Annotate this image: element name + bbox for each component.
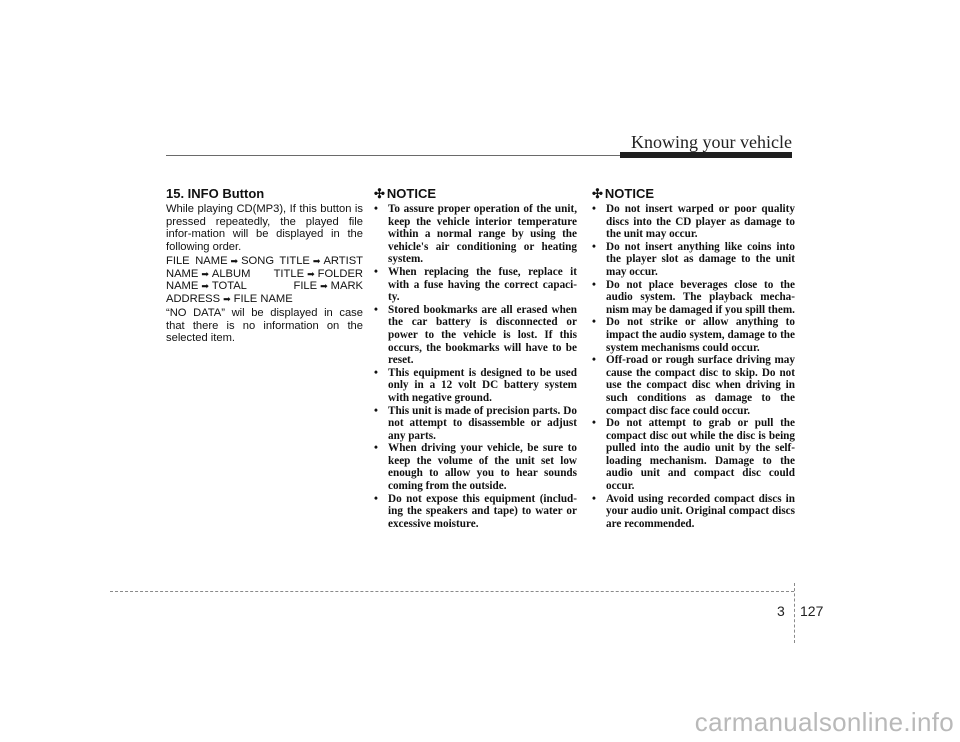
list-item-text: Stored bookmarks are all erased when the car battery is disconnected or power to the vehicle is lost. If this occurs, the bookmarks will have to be reset. (388, 303, 577, 367)
section-title: 15. INFO Button (166, 186, 265, 201)
list-item: • Avoid using recorded compact discs in your audio unit. Original compact discs are recommended. (592, 492, 795, 530)
list-item: • Stored bookmarks are all erased when the car battery is disconnected or power to the vehicle is lost. If this occurs, the bookmarks will have to be reset. (374, 303, 577, 367)
watermark: carmanualsonline.info (694, 707, 954, 737)
section-intro: While playing CD(MP3), If this button is pressed repeatedly, the played file infor-mation will be displayed in the following order. (166, 203, 363, 253)
info-button-column (166, 186, 363, 347)
list-item-text: Off-road or rough surface driving may cause the compact disc to skip. Do not use the compact disc when driving in such conditions as damage to the compact disc face could occur. (606, 354, 795, 417)
flow-item: FILE NAME (166, 255, 228, 267)
list-item: • To assure proper operation of the unit, keep the vehicle interior temperature within a normal range by using the vehicle's air conditioning or heating system. (374, 203, 577, 266)
list-item: • When replacing the fuse, replace it with a fuse having the correct capaci-ty. (374, 265, 577, 304)
arrow-right-icon: ➡ (230, 256, 239, 266)
list-item: • Do not attempt to grab or pull the compact disc out while the disc is being pulled into the audio unit by the self-loading mechanism. Damage to the audio unit and compact disc could occur. (592, 417, 795, 493)
info-flow (166, 255, 363, 305)
page-number: 127 (800, 603, 824, 619)
chapter-number: 3 (777, 603, 785, 619)
header-bar (620, 152, 792, 158)
list-item-text: Avoid using recorded compact discs in your audio unit. Original compact discs are recommended. (606, 492, 795, 530)
list-item-text: Do not strike or allow anything to impact the audio system, damage to the system mechanisms could occur. (606, 316, 795, 354)
flow-item: ARTIST NAME (166, 255, 364, 280)
list-item-text: When driving your vehicle, be sure to keep the volume of the unit set low enough to allow you to hear sounds coming from the outside. (388, 442, 577, 493)
notice-list (374, 203, 577, 530)
list-item: • Do not expose this equipment (includ-ing the speakers and tape) to water or excessive moisture. (374, 492, 577, 530)
list-item-text: When replacing the fuse, replace it with a fuse having the correct capaci-ty. (388, 265, 577, 304)
notice-column-1 (374, 186, 577, 530)
list-item: • Do not strike or allow anything to impact the audio system, damage to the system mechanisms could occur. (592, 316, 795, 354)
arrow-right-icon: ➡ (201, 268, 209, 279)
arrow-right-icon: ➡ (307, 268, 315, 279)
notice-cross-icon: ✣ (374, 186, 385, 201)
list-item-text: Do not place beverages close to the audio system. The playback mecha-nism may be damaged if you spill them. (606, 278, 795, 316)
notice-title (592, 186, 795, 201)
list-item-text: To assure proper operation of the unit, keep the vehicle interior temperature within a normal range by using the vehicle's air conditioning or heating system. (388, 203, 577, 266)
notice-list (592, 203, 795, 530)
notice-title-text: NOTICE (386, 186, 437, 201)
list-item-text: Do not attempt to grab or pull the compact disc out while the disc is being pulled into the audio unit by the self-loading mechanism. Damage to the audio unit and compact disc could occur. (606, 417, 795, 493)
footer-rule (110, 591, 794, 592)
list-item-text: Do not expose this equipment (includ-ing the speakers and tape) to water or excessive moisture. (388, 492, 577, 530)
footer-divider (794, 583, 795, 643)
list-item: • Off-road or rough surface driving may cause the compact disc to skip. Do not use the compact disc when driving in such conditions as damage to the compact disc face could occur. (592, 354, 795, 417)
flow-item: FOLDER NAME (166, 267, 363, 292)
flow-item: FILE NAME (233, 292, 293, 305)
flow-item: SONG TITLE (241, 255, 310, 267)
list-item-text: Do not insert anything like coins into the player slot as damage to the unit may occur. (606, 240, 795, 278)
list-item-text: This equipment is designed to be used only in a 12 volt DC battery system with negative ground. (388, 366, 577, 404)
arrow-right-icon: ➡ (223, 293, 231, 304)
notice-title-text: NOTICE (604, 186, 655, 201)
list-item: • Do not insert warped or poor quality discs into the CD player as damage to the unit may occur. (592, 203, 795, 241)
arrow-right-icon: ➡ (320, 281, 328, 291)
flow-item: ALBUM TITLE (211, 267, 305, 280)
list-item-text: Do not insert warped or poor quality discs into the CD player as damage to the unit may occur. (606, 203, 795, 241)
header-title: Knowing your vehicle (631, 132, 792, 152)
flow-item: TOTAL FILE (211, 280, 318, 292)
list-item-text: This unit is made of precision parts. Do not attempt to disassemble or adjust any parts. (388, 404, 577, 442)
list-item: • This unit is made of precision parts. Do not attempt to disassemble or adjust any parts. (374, 404, 577, 442)
notice-title (374, 186, 577, 201)
flow-item: MARK ADDRESS (166, 280, 363, 305)
list-item: • Do not insert anything like coins into the player slot as damage to the unit may occur. (592, 240, 795, 278)
notice-column-2 (592, 186, 795, 530)
arrow-right-icon: ➡ (312, 256, 321, 266)
section-note: “NO DATA” wil be displayed in case that there is no information on the selected item. (166, 307, 363, 344)
notice-cross-icon: ✣ (592, 186, 603, 201)
list-item: • This equipment is designed to be used only in a 12 volt DC battery system with negative ground. (374, 366, 577, 404)
list-item: • Do not place beverages close to the audio system. The playback mecha-nism may be damaged if you spill them. (592, 278, 795, 316)
list-item: • When driving your vehicle, be sure to keep the volume of the unit set low enough to allow you to hear sounds coming from the outside. (374, 442, 577, 493)
arrow-right-icon: ➡ (201, 281, 209, 291)
